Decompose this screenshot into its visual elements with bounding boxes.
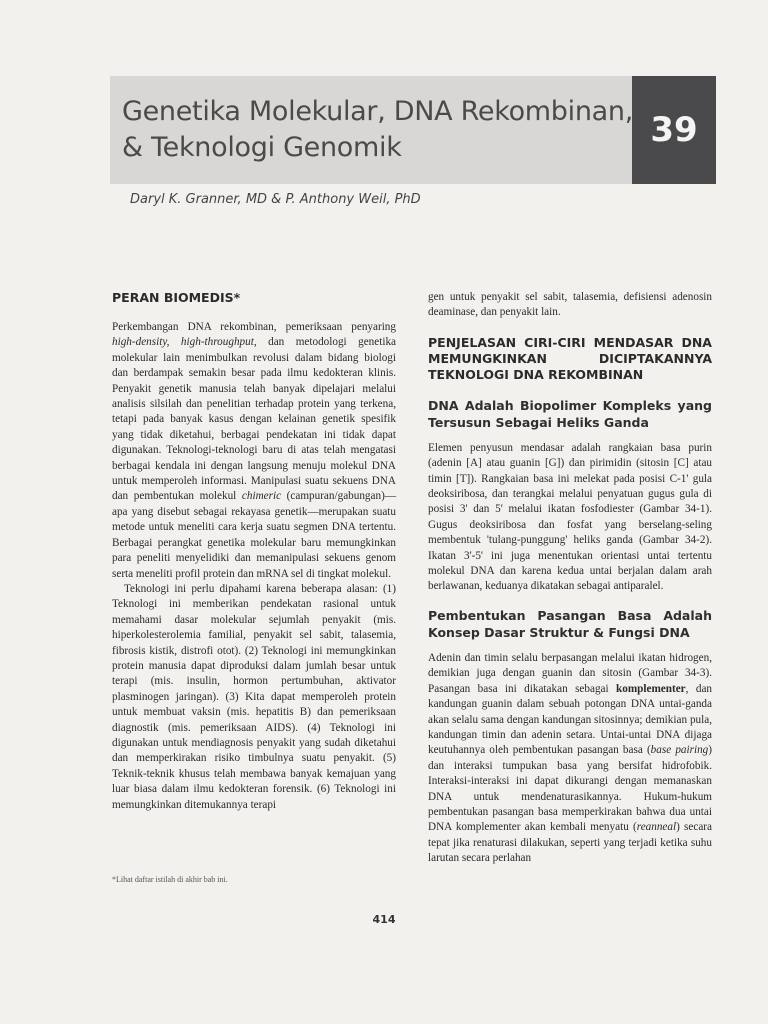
subheading-pasangan-basa: Pembentukan Pasangan Basa Adalah Konsep Dasar Struktur & Fungsi DNA bbox=[428, 607, 712, 640]
chapter-number: 39 bbox=[650, 110, 698, 150]
section-heading-peran-biomedis: PERAN BIOMEDIS* bbox=[112, 290, 241, 305]
paragraph: gen untuk penyakit sel sabit, talasemia, defisiensi adenosin deaminase, dan penyakit lain. bbox=[428, 291, 712, 319]
paragraph: Elemen penyusun mendasar adalah rangkaian basa purin (adenin [A] atau guanin [G]) dan pirimidin (sitosin [C] atau timin [T]). Rangkaian basa ini melekat pada posisi C-1' gula deoksiribosa, dan terangkai melalui penyatuan gugus gula di posisi 3' dan 5' melalui ikatan fosfodiester (Gambar 34-1). Gugus deoksiribosa dan fosfat yang berselang-seling membentuk 'tulang-punggung' heliks ganda (Gambar 34-2). Ikatan 3'-5' ini juga menentukan orientasi untai tertentu molekul DNA dan karena kedua untai berjalan dalam arah berlawanan, keduanya dikatakan sebagai antiparalel. bbox=[428, 441, 712, 593]
section-heading-penjelasan: PENJELASAN CIRI-CIRI MENDASAR DNA MEMUNGKINKAN DICIPTAKANNYA TEKNOLOGI DNA REKOMBINAN bbox=[428, 334, 712, 382]
subheading-dna-biopolimer: DNA Adalah Biopolimer Kompleks yang Tersusun Sebagai Heliks Ganda bbox=[428, 397, 712, 430]
chapter-title-line1: Genetika Molekular, DNA Rekombinan, bbox=[122, 96, 633, 127]
footnote: *Lihat daftar istilah di akhir bab ini. bbox=[112, 875, 228, 884]
left-column bbox=[112, 290, 396, 813]
right-column bbox=[428, 290, 712, 867]
paragraph: Teknologi ini perlu dipahami karena beberapa alasan: (1) Teknologi ini memberikan pendekatan rasional untuk memahami dasar molekular sejumlah penyakit (mis. hiperkolesterolemia familial, penyakit sel sabit, talasemia, fibrosis kistik, distrofi otot). (2) Teknologi ini memungkinkan protein manusia dapat diproduksi dalam jumlah besar untuk terapi (mis. insulin, hormon pertumbuhan, aktivator plasminogen jaringan). (3) Kita dapat memperoleh protein untuk membuat vaksin (mis. hepatitis B) dan pemeriksaan diagnostik (mis. pemeriksaan AIDS). (4) Teknologi ini digunakan untuk mendiagnosis penyakit yang sudah diketahui dan memperkirakan risiko timbulnya suatu penyakit. (5) Teknik-teknik khusus telah membawa banyak kemajuan yang luar biasa dalam ilmu kedokteran forensik. (6) Teknologi ini memungkinkan ditemukannya terapi bbox=[112, 582, 396, 811]
chapter-number-box bbox=[632, 76, 716, 184]
chapter-title-line2: & Teknologi Genomik bbox=[122, 132, 402, 163]
chapter-title bbox=[122, 94, 642, 166]
paragraph: Adenin dan timin selalu berpasangan melalui ikatan hidrogen, demikian juga dengan guanin dan sitosin (Gambar 34-3). Pasangan basa ini dikatakan sebagai komplementer, dan kandungan guanin dalam sebuah potongan DNA untai-ganda akan selalu sama dengan kandungan sitosinnya; demikian pula, kandungan timin dan adenin setara. Untai-untai DNA dijaga keutuhannya oleh pembentukan pasangan basa (base pairing) dan interaksi tumpukan basa yang bersifat hidrofobik. Interaksi-interaksi ini dapat dikurangi dengan memanaskan DNA untuk mendenaturasikannya. Hukum-hukum pembentukan pasangan basa memperkirakan bahwa dua untai DNA komplementer akan kembali menyatu (reanneal) secara tepat jika renaturasi dilakukan, seperti yang terjadi ketika suhu larutan secara perlahan bbox=[428, 651, 713, 865]
paragraph: Perkembangan DNA rekombinan, pemeriksaan penyaring high-density, high-throughput, dan metodologi genetika molekular lain menimbulkan revolusi dalam bidang biologi dan berdampak semakin besar pada ilmu kedokteran klinis. Penyakit genetik manusia telah banyak dipelajari melalui analisis silsilah dan penelitian terhadap protein yang terkena, tetapi pada banyak kasus dengan kelainan genetik spesifik yang tidak diketahui, berbagai pendekatan ini tidak dapat digunakan. Teknologi-teknologi baru di atas telah mengatasi berbagai kendala ini dengan langsung menuju molekul DNA untuk memperoleh informasi. Manipulasi suatu sekuens DNA dan pembentukan molekul chimeric (campuran/gabungan)—apa yang disebut sebagai rekayasa genetik—merupakan suatu metode untuk meneliti cara kerja suatu segmen DNA tertentu. Berbagai perangkat genetika molekular baru memungkinkan para peneliti menyelidiki dan memanipulasi sekuens genom serta meneliti profil protein dan mRNA sel di tingkat molekul. bbox=[112, 321, 397, 580]
authors: Daryl K. Granner, MD & P. Anthony Weil, PhD bbox=[130, 192, 421, 207]
page-number: 414 bbox=[372, 913, 396, 926]
